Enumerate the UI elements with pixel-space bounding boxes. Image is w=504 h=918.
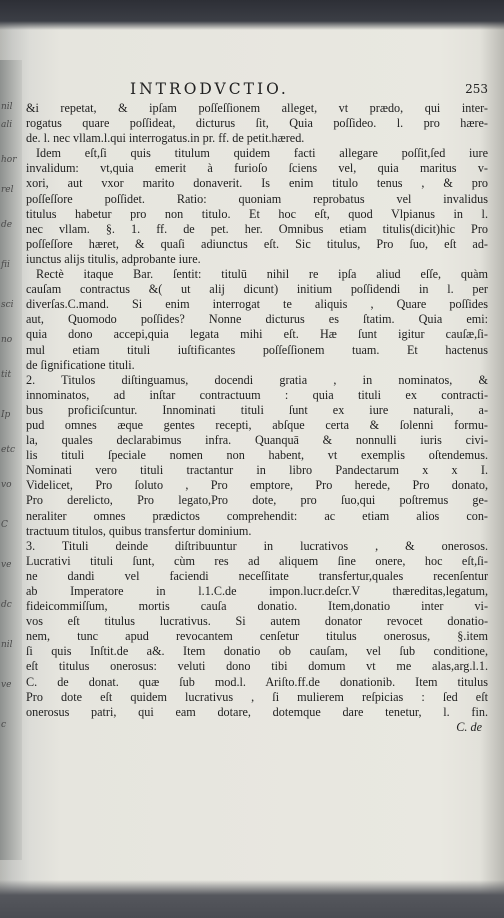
page-header (24, 80, 490, 102)
text-line: quia dono accepi,quia legata mihi eſt. Hæ ſunt igitur cauſæ,ſi- (26, 327, 488, 342)
scanner-top-shadow (0, 0, 504, 30)
margin-note: sci (1, 300, 14, 310)
margin-note: nil (1, 102, 13, 112)
text-line: xori, aut vxor marito donaverit. Is enim titulo tenus , & pro (26, 176, 488, 191)
body-text (26, 101, 488, 735)
text-line: vos eſt titulus lucrativus. Si autem donator revocet donatio- (26, 614, 488, 629)
text-line: aut, Quomodo poſſides? Nonne dicturus es ſtatim. Quia emi: (26, 312, 488, 327)
text-line: &i repetat, & ipſam poſſeſſionem alleget, vt prædo, qui inter- (26, 101, 488, 115)
text-line: cauſam contractus &( ut alij dicunt) initium poſſidendi in l. per (26, 282, 488, 297)
margin-note: Ip (1, 410, 11, 420)
text-line: 2. Titulos diſtinguamus, docendi gratia , in nominatos, & (26, 372, 488, 387)
margin-note: etc (1, 445, 15, 455)
text-line: ſi quis Inſtit.de a&. Item donatio ob cauſam, vel ſub conditione, (26, 644, 488, 659)
text-line: lis tituli ſpeciale nomen non habent, vt exemplis oſtendemus. (26, 448, 488, 463)
text-line: ne dandi vel faciendi neceſſitate transfertur,quales recenſentur (26, 568, 488, 583)
margin-note: ve (1, 560, 12, 570)
margin-note: no (1, 335, 13, 345)
text-line: invalidum: vt,quia emerit à furioſo ſciens vel, quia maritus v- (26, 161, 488, 176)
text-line: C. de donat. quæ ſub mod.l. Ariſto.ff.de donationib. Item titulus (26, 674, 488, 689)
text-line: eſt titulus onerosus: veluti dono tibi domum vt me alas,arg.l.1. (26, 659, 488, 674)
text-line: poſſeſſore hæret, & quaſi adiunctus eſt. Sic titulus, Pro ſuo, eſt ad- (26, 236, 488, 251)
text-line: pud omnes æque gentes recepti, abſque certa & ſolenni formu- (26, 417, 488, 432)
text-line: Pro derelicto, Pro legato,Pro dote, pro ſuo,qui poſtremus ge- (26, 493, 488, 508)
text-line: Videlicet, Pro ſoluto , Pro emptore, Pro herede, Pro donato, (26, 478, 488, 493)
margin-note: C (1, 520, 8, 530)
margin-note: vo (1, 480, 12, 490)
text-line: la, quales declarabimus infra. Quanquā & nonnulli iuris civi- (26, 433, 488, 448)
text-line: iunctus alijs titulis, adprobante iure. (26, 251, 201, 266)
margin-note: fii (1, 260, 10, 270)
adjacent-page-margin (0, 60, 22, 860)
margin-note: nil (1, 640, 13, 650)
text-line: poſſeſſore poſſidet. Ratio: quoniam reprobatus vel invalidus (26, 191, 488, 206)
text-line: Pro dote eſt quidem lucrativus , ſi mulierem reſpicias : ſed eſt (26, 689, 488, 704)
text-line: ab Imperatore in l.1.C.de impon.lucr.deſcr.V thæreditas,legatum, (26, 584, 488, 598)
text-line: innominatos, ad inſtar contractuum : quia tituli ex contracti- (26, 387, 488, 402)
text-line: 3. Tituli deinde diſtribuuntur in lucrativos , & onerosos. (26, 538, 488, 553)
text-line: de ſignificatione tituli. (26, 357, 135, 372)
running-head: INTRODVCTIO. (130, 80, 289, 98)
margin-note: ali (1, 120, 13, 130)
margin-note: c (1, 720, 7, 730)
text-line: fideicommiſſum, mortis cauſa donatio. Item,donatio inter vi- (26, 599, 488, 614)
scanner-bottom-shadow (0, 880, 504, 918)
page-number: 253 (465, 82, 488, 96)
text-line: tractuum titulos, quibus transfertur dominium. (26, 523, 252, 538)
text-line: Nominati vero tituli tractantur in libro Pandectarum x x I. (26, 463, 488, 478)
text-line: neraliter omnes prædictos comprehendit: ac etiam alios con- (26, 508, 488, 523)
text-line: mul etiam tituli iuſtificantes poſſeſſionem tuam. Et hactenus (26, 342, 488, 357)
margin-note: rel (1, 185, 14, 195)
text-line: Idem eſt,ſi quis titulum quidem facti allegare poſſit,ſed iure (36, 146, 488, 161)
margin-note: hor (1, 155, 17, 165)
margin-note: de (1, 220, 13, 230)
text-line: titulus habetur pro non titulo. Et hoc eſt, quod Vlpianus in l. (26, 206, 488, 221)
text-line: onerosus patri, qui eam dotare, dotemque dare tenetur, l. fin. (26, 704, 488, 719)
text-line: bus proficiſcuntur. Innominati tituli ſunt ex iure naturali, a- (26, 402, 488, 417)
text-line: nem, tunc apud revocantem cenſetur titulus onerosus, §.item (26, 629, 488, 644)
text-line: Rectè itaque Bar. ſentit: titulū nihil re ipſa aliud eſſe, quàm (36, 267, 488, 282)
margin-note: dc (1, 600, 12, 610)
margin-note: tit (1, 370, 12, 380)
text-line: diverſas.C.mand. Si enim interrogat te aliquis , Quare poſſides (26, 297, 488, 312)
text-line: nec vllam. §. 1. ff. de pet. her. Omnibus etiam titulis(dicit)hic Pro (26, 221, 488, 236)
text-line: rogatus quare poſſideat, dicturus ſit, Quia poſſideo. l. pro hære- (26, 116, 488, 131)
text-line: Lucrativi tituli ſunt, cùm res ad aliquem ſine onere, hoc eſt,ſi- (26, 553, 488, 568)
text-line: C. de (456, 719, 482, 734)
margin-note: ve (1, 680, 12, 690)
text-line: de. l. nec vllam.l.qui interrogatus.in pr. ff. de petit.hæred. (26, 131, 305, 146)
